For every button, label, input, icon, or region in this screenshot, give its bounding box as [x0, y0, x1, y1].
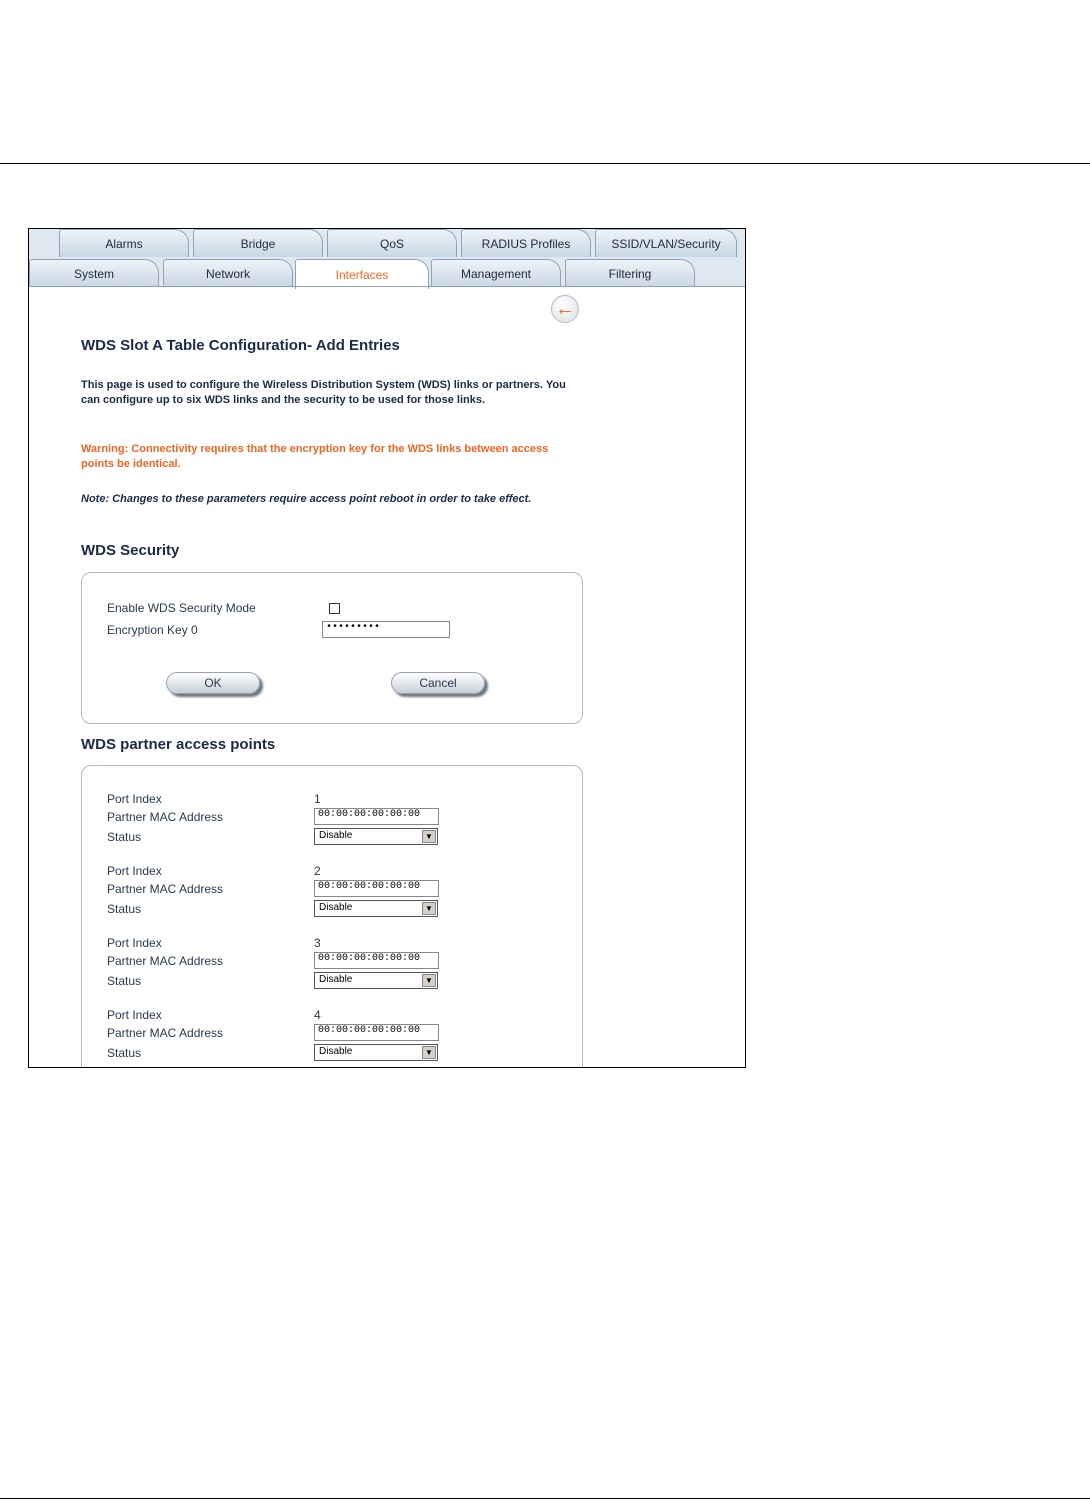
- chevron-down-icon: ▼: [422, 902, 436, 915]
- chevron-down-icon: ▼: [422, 974, 436, 987]
- tab-system[interactable]: System: [29, 259, 159, 287]
- tab-qos[interactable]: QoS: [327, 229, 457, 257]
- port-index-value: 3: [314, 936, 321, 950]
- app-window: [28, 228, 746, 1068]
- cancel-button[interactable]: Cancel: [391, 672, 485, 694]
- page-title: WDS Slot A Table Configuration- Add Entries: [81, 337, 400, 354]
- partner-mac-label: Partner MAC Address: [107, 810, 224, 824]
- tab-filtering[interactable]: Filtering: [565, 259, 695, 287]
- tab-management[interactable]: Management: [431, 259, 561, 287]
- page-bottom-rule: [0, 1498, 1090, 1499]
- page-top-rule: [0, 163, 1090, 164]
- tab-strip: [29, 229, 745, 287]
- page-description: This page is used to configure the Wireless Distribution System (WDS) links or partners. You can configure up to six WDS links and the security to be used for those links.: [81, 379, 566, 406]
- status-select-value: Disable: [319, 1046, 353, 1057]
- port-index-label: Port Index: [107, 792, 162, 806]
- port-index-label: Port Index: [107, 936, 162, 950]
- note-text: Note: Changes to these parameters require access point reboot in order to take effect.: [81, 493, 532, 505]
- port-index-value: 2: [314, 864, 321, 878]
- status-select[interactable]: [314, 828, 438, 845]
- partner-mac-field[interactable]: 00:00:00:00:00:00: [314, 952, 439, 969]
- tab-radius-profiles[interactable]: RADIUS Profiles: [461, 229, 591, 257]
- partner-mac-label: Partner MAC Address: [107, 954, 224, 968]
- status-select[interactable]: [314, 900, 438, 917]
- status-select[interactable]: [314, 972, 438, 989]
- status-select[interactable]: [314, 1044, 438, 1061]
- tab-strip-divider: [29, 286, 745, 287]
- ok-button[interactable]: OK: [166, 672, 260, 694]
- wds-partners-panel: [81, 765, 583, 1068]
- port-index-label: Port Index: [107, 1008, 162, 1022]
- status-label: Status: [107, 902, 142, 916]
- partner-mac-field[interactable]: 00:00:00:00:00:00: [314, 880, 439, 897]
- port-index-value: 1: [314, 792, 321, 806]
- wds-partners-heading: WDS partner access points: [81, 736, 276, 753]
- back-arrow-icon[interactable]: ←: [551, 295, 579, 323]
- partner-mac-label: Partner MAC Address: [107, 1026, 224, 1040]
- status-label: Status: [107, 974, 142, 988]
- enable-security-label: Enable WDS Security Mode: [107, 601, 256, 615]
- partner-mac-label: Partner MAC Address: [107, 882, 224, 896]
- port-index-value: 4: [314, 1008, 321, 1022]
- chevron-down-icon: ▼: [422, 830, 436, 843]
- status-label: Status: [107, 1046, 142, 1060]
- encryption-key-field[interactable]: •••••••••: [322, 621, 450, 638]
- status-label: Status: [107, 830, 142, 844]
- port-index-label: Port Index: [107, 864, 162, 878]
- tab-bridge[interactable]: Bridge: [193, 229, 323, 257]
- wds-security-panel: [81, 572, 583, 724]
- partner-mac-field[interactable]: 00:00:00:00:00:00: [314, 1024, 439, 1041]
- chevron-down-icon: ▼: [422, 1046, 436, 1059]
- tab-ssid-vlan-security[interactable]: SSID/VLAN/Security: [595, 229, 737, 257]
- warning-text: Warning: Connectivity requires that the encryption key for the WDS links between access points be identical.: [81, 443, 549, 470]
- status-select-value: Disable: [319, 974, 353, 985]
- wds-security-heading: WDS Security: [81, 542, 180, 559]
- status-select-value: Disable: [319, 902, 353, 913]
- tab-interfaces[interactable]: Interfaces: [295, 259, 429, 289]
- status-select-value: Disable: [319, 830, 353, 841]
- encryption-key-label: Encryption Key 0: [107, 623, 198, 637]
- enable-security-checkbox[interactable]: [329, 603, 340, 614]
- tab-network[interactable]: Network: [163, 259, 293, 287]
- partner-mac-field[interactable]: 00:00:00:00:00:00: [314, 808, 439, 825]
- tab-alarms[interactable]: Alarms: [59, 229, 189, 257]
